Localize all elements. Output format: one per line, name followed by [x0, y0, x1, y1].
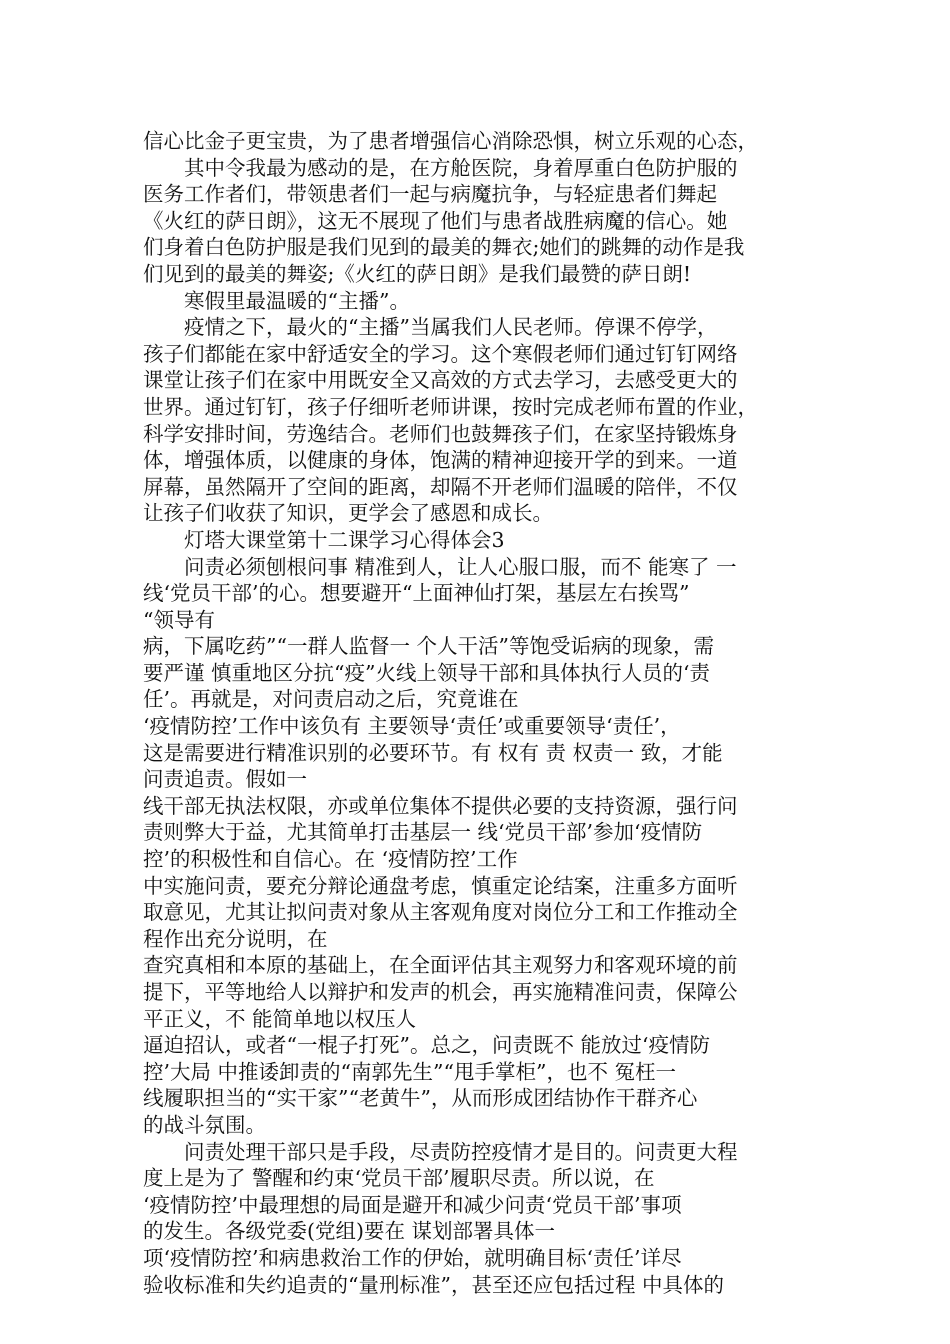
- text-line: 控’大局 中推诿卸责的“南郭先生”“甩手掌柜”，也不 冤枉一: [143, 1059, 676, 1084]
- text-line: 的战斗氛围。: [143, 1112, 266, 1137]
- text-line: ‘疫情防控’工作中该负有 主要领导‘责任’或重要领导‘责任’，: [143, 714, 681, 739]
- text-line: 的发生。各级党委(党组)要在 谋划部署具体一: [143, 1219, 556, 1244]
- text-line: 度上是为了 警醒和约束‘党员干部’履职尽责。所以说，在: [143, 1166, 655, 1191]
- text-line: 线干部无执法权限，亦或单位集体不提供必要的支持资源，强行问: [143, 793, 738, 818]
- text-line: 提下，平等地给人以辩护和发声的机会，再实施精准问责，保障公: [143, 980, 738, 1004]
- text-line: 孩子们都能在家中舒适安全的学习。这个寒假老师们通过钉钉网络: [143, 341, 738, 366]
- text-line: 问责处理干部只是手段，尽责防控疫情才是目的。问责更大程: [184, 1139, 738, 1164]
- text-line: 课堂让孩子们在家中用既安全又高效的方式去学习，去感受更大的: [143, 368, 738, 393]
- text-line: 验收标准和失约追责的“量刑标准”，甚至还应包括过程 中具体的: [143, 1272, 724, 1297]
- text-line: 取意见，尤其让拟问责对象从主客观角度对岗位分工和工作推动全: [143, 900, 738, 925]
- text-line: 逼迫招认，或者“一棍子打死”。总之，问责既不 能放过‘疫情防: [143, 1033, 710, 1058]
- text-line: 责则弊大于益，尤其简单打击基层一 线‘党员干部’参加‘疫情防: [143, 820, 703, 845]
- text-line: 这是需要进行精准识别的必要环节。有 权有 责 权责一 致，才能: [143, 740, 723, 765]
- text-line: 查究真相和本原的基础上，在全面评估其主观努力和客观环境的前: [143, 953, 738, 978]
- text-line: 医务工作者们，带领患者们一起与病魔抗争，与轻症患者们舞起: [143, 182, 717, 207]
- text-line: 屏幕，虽然隔开了空间的距离，却隔不开老师们温暖的陪伴，不仅: [143, 474, 738, 499]
- text-line: 《火红的萨日朗》，这无不展现了他们与患者战胜病魔的信心。她: [143, 208, 728, 233]
- text-line: 程作出充分说明，在: [143, 926, 328, 951]
- text-line: 线履职担当的“实干家”“老黄牛”，从而形成团结协作干群齐心: [143, 1086, 698, 1111]
- text-line: 疫情之下，最火的“主播”当属我们人民老师。停课不停学，: [184, 315, 718, 340]
- text-line: 要严谨 慎重地区分抗“疫”火线上领导干部和具体执行人员的‘责: [143, 660, 710, 685]
- text-line: 科学安排时间，劳逸结合。老师们也鼓舞孩子们，在家坚持锻炼身: [143, 421, 738, 446]
- text-line: 项‘疫情防控’和病患救治工作的伊始，就明确目标‘责任’详尽: [143, 1245, 682, 1270]
- text-line: 让孩子们收获了知识，更学会了感恩和成长。: [143, 501, 553, 526]
- text-line: 其中令我最为感动的是，在方舱医院，身着厚重白色防护服的: [184, 155, 738, 180]
- text-line: 线‘党员干部’的心。想要避开“上面神仙打架，基层左右挨骂”: [143, 581, 690, 606]
- text-line: “领导有: [143, 607, 215, 632]
- text-line: 问责必须刨根问事 精准到人，让人心服口服，而不 能寒了 一: [184, 554, 737, 579]
- text-line: 控’的积极性和自信心。在 ‘疫情防控’工作: [143, 847, 518, 872]
- text-line: 世界。通过钉钉，孩子仔细听老师讲课，按时完成老师布置的作业，: [143, 394, 758, 419]
- text-line: 问责追责。假如一: [143, 767, 307, 792]
- text-line: 体，增强体质，以健康的身体，饱满的精神迎接开学的到来。一道: [143, 448, 738, 473]
- text-line: ‘疫情防控’中最理想的局面是避开和减少问责‘党员干部’事项: [143, 1192, 682, 1217]
- text-line: 们见到的最美的舞姿;《火红的萨日朗》是我们最赞的萨日朗!: [143, 261, 692, 286]
- text-line: 信心比金子更宝贵，为了患者增强信心消除恐惧，树立乐观的心态，: [143, 129, 758, 153]
- text-line: 们身着白色防护服是我们见到的最美的舞衣;她们的跳舞的动作是我: [143, 235, 745, 260]
- text-line: 灯塔大课堂第十二课学习心得体会3: [184, 527, 505, 552]
- text-line: 中实施问责，要充分辩论通盘考虑，慎重定论结案，注重多方面听: [143, 873, 738, 898]
- text-line: 寒假里最温暖的“主播”。: [184, 288, 410, 313]
- text-line: 病，下属吃药”“一群人监督一 个人干活”等饱受诟病的现象，需: [143, 634, 714, 659]
- text-line: 任’。再就是，对问责启动之后，究竟谁在: [143, 687, 519, 712]
- text-line: 平正义，不 能简单地以权压人: [143, 1006, 417, 1031]
- document-body: [143, 128, 823, 1298]
